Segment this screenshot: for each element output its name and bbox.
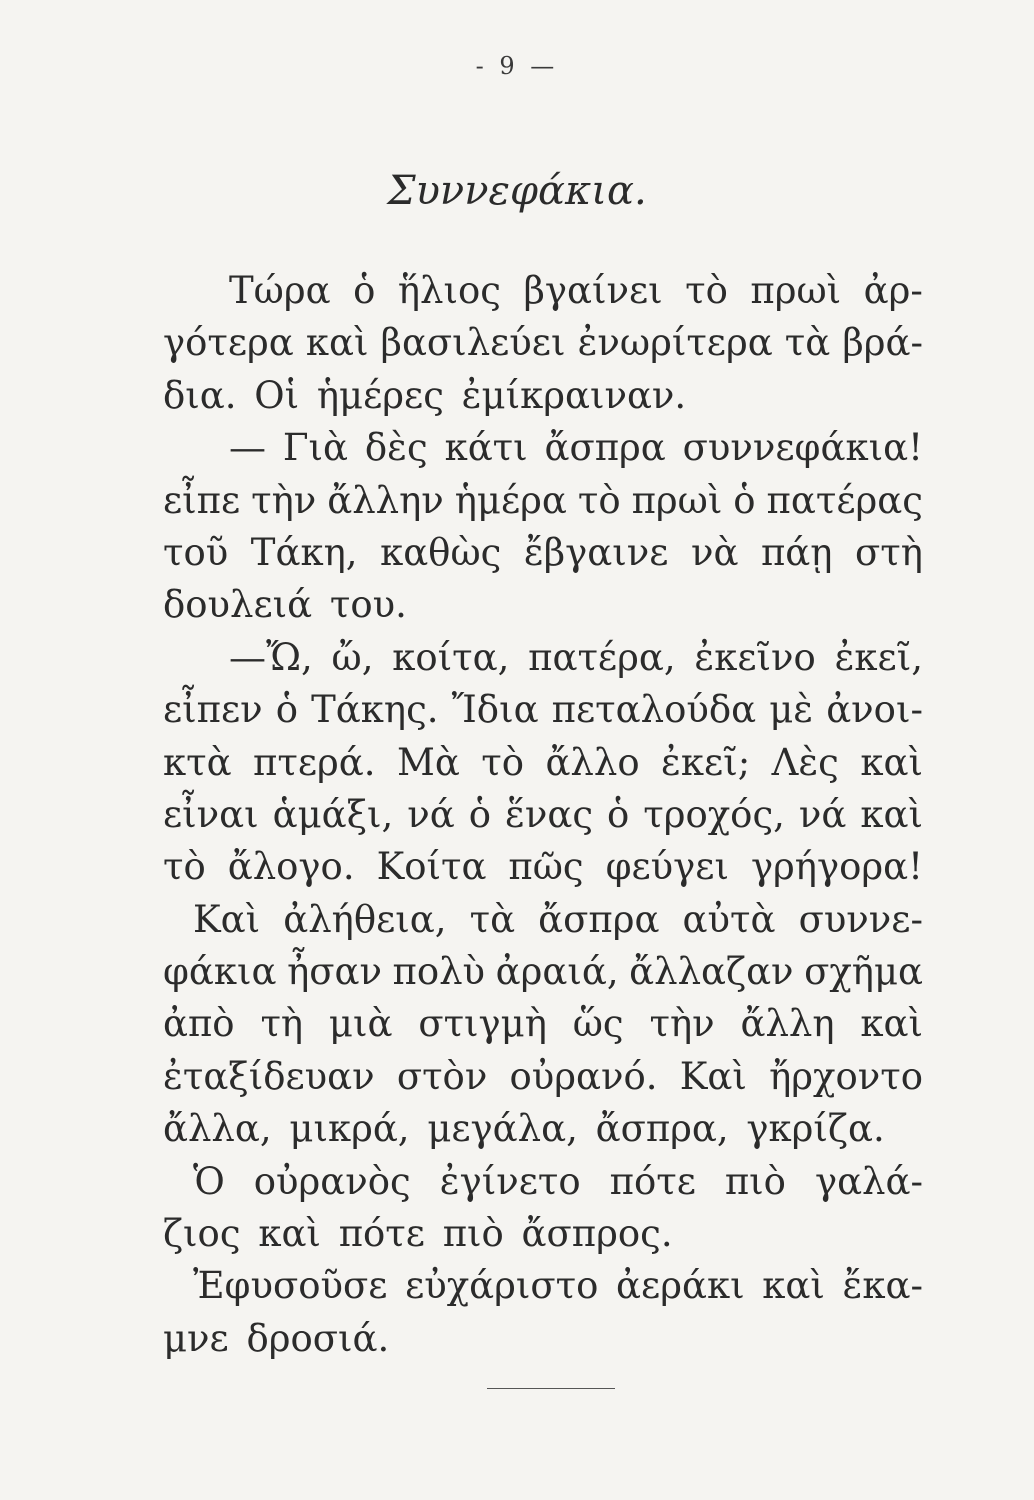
text-line: εἶπε τὴν ἄλλην ἡμέρα τὸ πρωὶ ὁ πατέρας xyxy=(163,478,923,522)
text-line: δουλειά του. xyxy=(163,583,407,627)
text-line: ἄλλα, μικρά, μεγάλα, ἄσπρα, γκρίζα. xyxy=(163,1107,885,1151)
text-line: εἶπεν ὁ Τάκης. Ἴδια πεταλούδα μὲ ἀνοι- xyxy=(163,688,923,732)
end-rule xyxy=(487,1388,615,1389)
text-line: Καὶ ἀλήθεια, τὰ ἄσπρα αὐτὰ συννε- xyxy=(193,897,923,941)
page-number: - 9 — xyxy=(475,52,559,80)
chapter-title: Συννεφάκια. xyxy=(387,168,647,214)
text-line: ζιος καὶ πότε πιὸ ἄσπρος. xyxy=(163,1212,673,1256)
text-line: —Ὤ, ὤ, κοίτα, πατέρα, ἐκεῖνο ἐκεῖ, xyxy=(229,635,923,679)
text-line: ἀπὸ τὴ μιὰ στιγμὴ ὥς τὴν ἄλλη καὶ xyxy=(163,1002,923,1046)
text-line: ἐταξίδευαν στὸν οὐρανό. Καὶ ἤρχοντο xyxy=(163,1054,923,1098)
text-line: εἶναι ἁμάξι, νά ὁ ἕνας ὁ τροχός, νά καὶ xyxy=(163,792,923,836)
text-line: φάκια ἦσαν πολὺ ἀραιά, ἄλλαζαν σχῆμα xyxy=(163,950,923,994)
text-line: γότερα καὶ βασιλεύει ἐνωρίτερα τὰ βρά- xyxy=(163,321,923,365)
text-line: Ὁ οὐρανὸς ἐγίνετο πότε πιὸ γαλά- xyxy=(193,1159,923,1203)
text-line: κτὰ πτερά. Μὰ τὸ ἄλλο ἐκεῖ; Λὲς καὶ xyxy=(163,740,923,784)
text-line: τὸ ἄλογο. Κοίτα πῶς φεύγει γρήγορα! xyxy=(163,845,923,889)
text-line: Τώρα ὁ ἥλιος βγαίνει τὸ πρωὶ ἀρ- xyxy=(229,269,923,312)
text-line: — Γιὰ δὲς κάτι ἄσπρα συννεφάκια! xyxy=(229,426,923,470)
text-line: Ἐφυσοῦσε εὐχάριστο ἀεράκι καὶ ἔκα- xyxy=(193,1264,923,1308)
text-line: μνε δροσιά. xyxy=(163,1316,390,1360)
text-line: τοῦ Τάκη, καθὼς ἔβγαινε νὰ πάῃ στὴ xyxy=(163,530,923,574)
text-line: δια. Οἱ ἡμέρες ἐμίκραιναν. xyxy=(163,373,687,417)
story-body xyxy=(163,265,923,1365)
